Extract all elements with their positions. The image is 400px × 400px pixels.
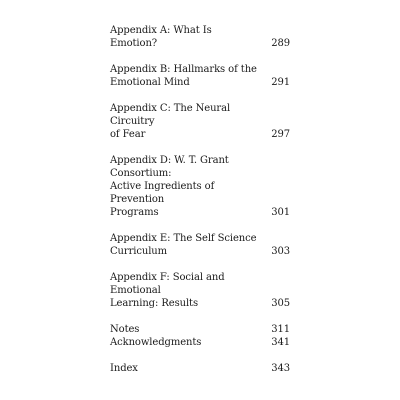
toc-entry-page-number: 341 bbox=[271, 337, 290, 348]
toc-entry-appendix-a bbox=[110, 24, 290, 50]
toc-entry-title: Acknowledgments bbox=[110, 337, 202, 348]
toc-entry-title: Appendix C: The Neural Circuitry of Fear bbox=[110, 103, 231, 140]
toc-entry-acknowledgments bbox=[110, 336, 290, 349]
toc-entry-appendix-b bbox=[110, 63, 290, 89]
toc-entry-page-number: 311 bbox=[271, 324, 290, 335]
toc-entry-page-number: 289 bbox=[271, 38, 290, 49]
toc-entry-title: Index bbox=[110, 363, 138, 374]
toc-entry-page-number: 305 bbox=[271, 298, 290, 309]
toc-entry-index bbox=[110, 362, 290, 375]
toc-entry-page-number: 301 bbox=[271, 207, 290, 218]
toc-entry-appendix-d bbox=[110, 154, 290, 219]
toc-entry-page-number: 303 bbox=[271, 246, 290, 257]
toc-entry-page-number: 343 bbox=[271, 363, 290, 374]
toc-entry-title: Notes bbox=[110, 324, 140, 335]
toc-entry-appendix-f bbox=[110, 271, 290, 310]
toc-entry-notes bbox=[110, 323, 290, 336]
toc-entry-title: Appendix F: Social and Emotional Learning: Results bbox=[110, 272, 225, 309]
toc-entry-title: Appendix E: The Self Science Curriculum bbox=[110, 233, 257, 257]
toc-entry-title: Appendix D: W. T. Grant Consortium: Active Ingredients of Prevention Programs bbox=[110, 155, 229, 218]
toc-entry-appendix-c bbox=[110, 102, 290, 141]
toc-entry-appendix-e bbox=[110, 232, 290, 258]
toc-entry-page-number: 291 bbox=[271, 77, 290, 88]
table-of-contents bbox=[110, 24, 290, 388]
toc-entry-page-number: 297 bbox=[271, 129, 290, 140]
toc-entry-title: Appendix A: What Is Emotion? bbox=[110, 25, 212, 49]
toc-entry-title: Appendix B: Hallmarks of the Emotional Mind bbox=[110, 64, 257, 88]
